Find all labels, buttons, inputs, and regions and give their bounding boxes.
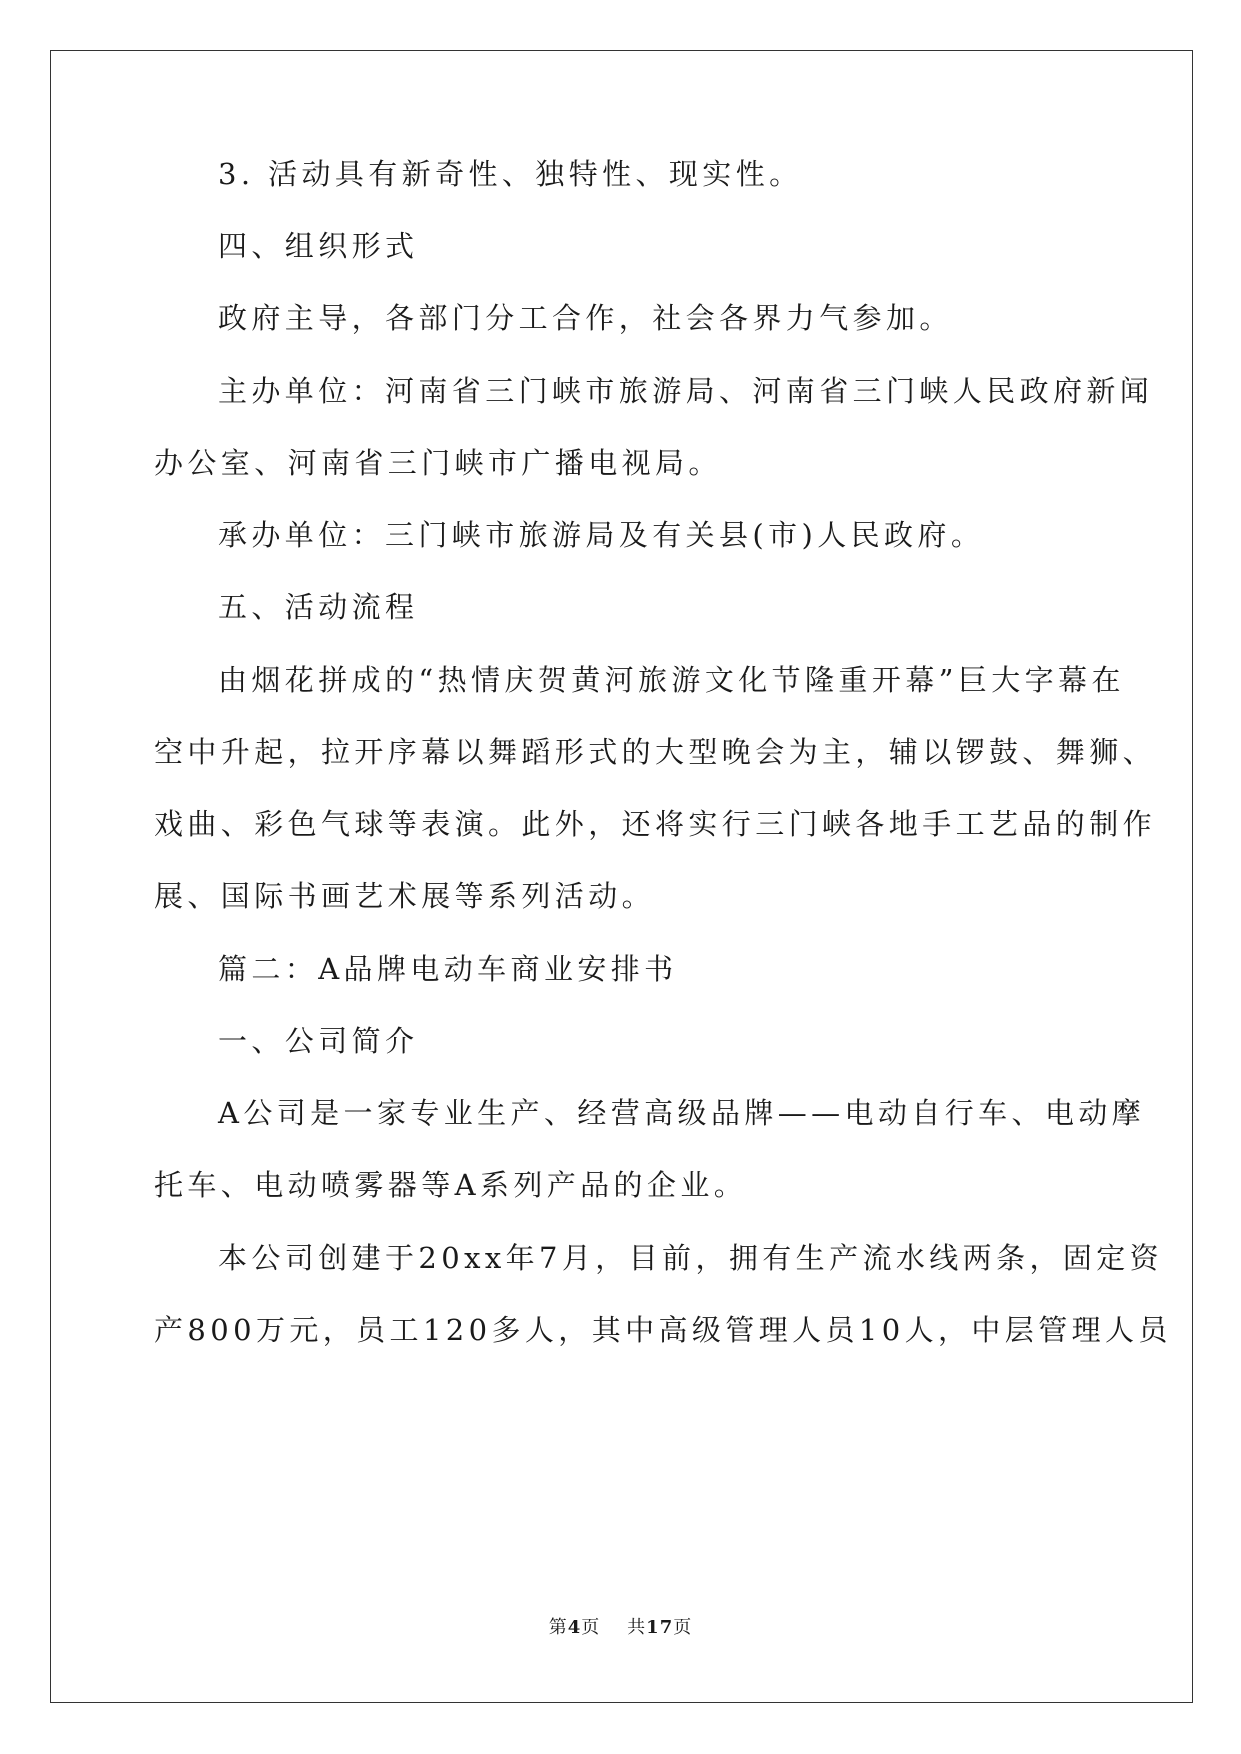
- section-heading: 篇二：A品牌电动车商业安排书: [218, 952, 678, 986]
- body-line: 办公室、河南省三门峡市广播电视局。: [154, 446, 722, 480]
- body-line: 空中升起，拉开序幕以舞蹈形式的大型晚会为主，辅以锣鼓、舞狮、: [154, 735, 1157, 769]
- body-line: 戏曲、彩色气球等表演。此外，还将实行三门峡各地手工艺品的制作: [154, 807, 1157, 841]
- body-line: 承办单位：三门峡市旅游局及有关县(市)人民政府。: [218, 518, 985, 552]
- footer-total-prefix: 共: [627, 1617, 647, 1638]
- body-line: 展、国际书画艺术展等系列活动。: [154, 879, 656, 913]
- footer-page-suffix: 页: [581, 1617, 601, 1638]
- section-heading: 五、活动流程: [218, 590, 419, 624]
- body-line: A公司是一家专业生产、经营高级品牌——电动自行车、电动摩: [218, 1096, 1146, 1130]
- body-line: 本公司创建于20xx年7月，目前，拥有生产流水线两条，固定资: [218, 1241, 1164, 1275]
- footer-total-suffix: 页: [673, 1617, 693, 1638]
- body-line: 由烟花拼成的“热情庆贺黄河旅游文化节隆重开幕”巨大字幕在: [218, 663, 1125, 697]
- footer-prefix: 第: [548, 1617, 568, 1638]
- section-heading: 一、公司简介: [218, 1024, 419, 1058]
- body-line: 产800万元，员工120多人，其中高级管理人员10人，中层管理人员: [154, 1313, 1172, 1347]
- section-heading: 四、组织形式: [218, 229, 419, 263]
- body-line: 3. 活动具有新奇性、独特性、现实性。: [218, 157, 803, 191]
- total-pages-number: 17: [646, 1617, 674, 1638]
- current-page-number: 4: [567, 1617, 582, 1638]
- body-line: 主办单位：河南省三门峡市旅游局、河南省三门峡人民政府新闻: [218, 374, 1154, 408]
- body-line: 政府主导，各部门分工合作，社会各界力气参加。: [218, 301, 953, 335]
- page-footer: [0, 1616, 1241, 1640]
- body-line: 托车、电动喷雾器等A系列产品的企业。: [154, 1168, 748, 1202]
